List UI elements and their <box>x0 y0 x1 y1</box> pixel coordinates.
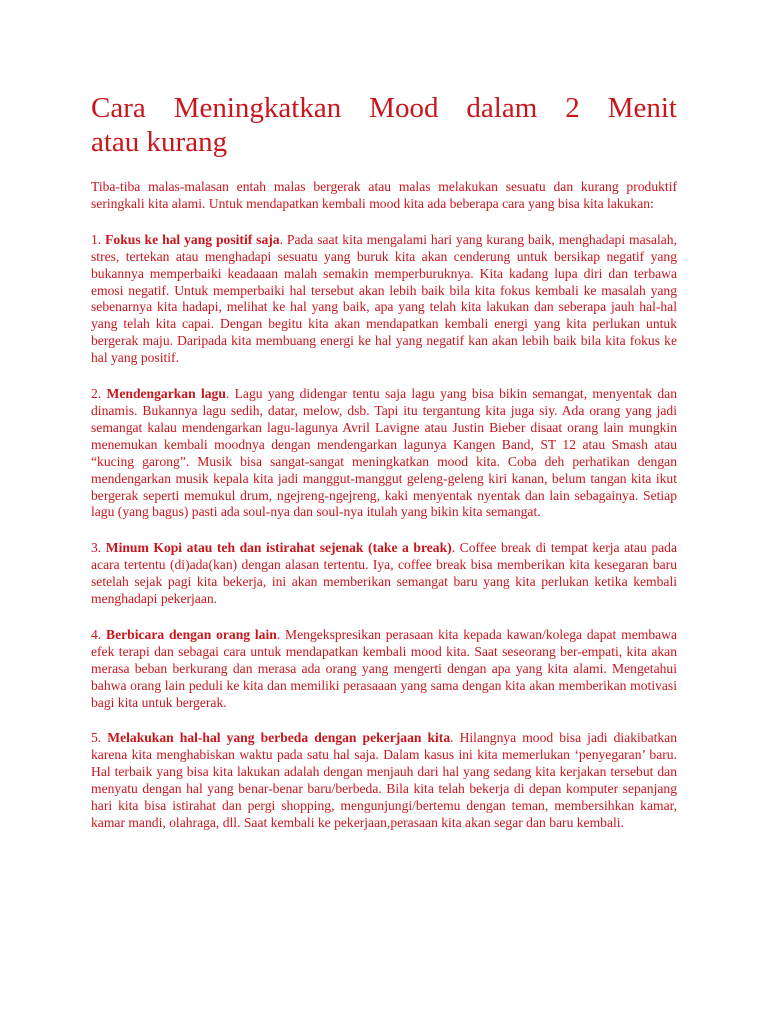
tip-number: 5. <box>91 730 102 746</box>
tip-paragraph-4 <box>91 627 677 712</box>
tip-number: 2. <box>91 386 102 402</box>
tip-body: . Mengekspresikan perasaan kita kepada kawan/kolega dapat membawa efek terapi dan sebagai cara untuk mendapatkan kembali mood kita. Saat seseorang ber-empati, kita akan merasa beban berkurang dan merasa ada orang yang mengerti dengan apa yang kita alami. Mengetahui bahwa orang lain peduli ke kita dan memiliki perasaaan yang sama dengan kita akan memberikan motivasi bagi kita untuk bergerak. <box>91 626 677 710</box>
tip-heading: Minum Kopi atau teh dan istirahat sejenak (take a break) <box>105 540 452 556</box>
tip-body: . Coffee break di tempat kerja atau pada acara tertentu (di)ada(kan) dengan alasan tertentu. Iya, coffee break bisa memberikan kita kesegaran baru setelah sejak pagi kita bekerja, ini akan memberikan semangat baru yang kita perlukan ketika kembali menghadapi pekerjaan. <box>91 540 677 607</box>
document-content <box>91 91 677 851</box>
tip-body: . Lagu yang didengar tentu saja lagu yang bisa bikin semangat, menyentak dan dinamis. Bukannya lagu sedih, datar, melow, dsb. Tapi itu tergantung kita juga siy. Ada orang yang jadi semangat kalau mendengarkan lagu-lagunya Avril Lavigne atau Justin Bieber disaat orang lain mungkin menemukan kembali moodnya dengan mendengarkan lagunya Kangen Band, ST 12 atau Smash atau “kucing garong”. Musik bisa sangat-sangat meningkatkan mood kita. Coba deh perhatikan dengan mendengarkan musik kepala kita jadi manggut-manggut geleng-geleng kiri kanan, belum tangan kita ikut bergerak seperti memukul drum, ngejreng-ngejreng, kaki menyentak nyentak dan lain sebagainya. Setiap lagu (yang bagus) pasti ada soul-nya dan soul-nya itulah yang bikin kita semangat. <box>91 386 678 520</box>
tip-number: 3. <box>91 540 102 556</box>
intro-paragraph: Tiba-tiba malas-malasan entah malas bergerak atau malas melakukan sesuatu dan kurang produktif seringkali kita alami. Untuk mendapatkan kembali mood kita ada beberapa cara yang bisa kita lakukan: <box>91 179 677 211</box>
tip-heading: Mendengarkan lagu <box>106 386 226 402</box>
tip-heading: Fokus ke hal yang positif saja <box>105 231 280 247</box>
tip-paragraph-2 <box>91 386 677 521</box>
tip-heading: Melakukan hal-hal yang berbeda dengan pekerjaan kita <box>107 730 451 746</box>
tip-number: 4. <box>91 626 102 642</box>
page-title-line-1: Cara Meningkatkan Mood dalam 2 Menit <box>91 92 677 124</box>
tip-paragraph-3 <box>91 540 677 608</box>
page-title-line-2: atau kurang <box>91 126 228 158</box>
tip-body: . Hilangnya mood bisa jadi diakibatkan karena kita menghabiskan waktu pada satu hal saja. Dalam kasus ini kita memerlukan ‘penyegaran’ baru. Hal terbaik yang bisa kita lakukan adalah dengan menjauh dari hal yang sedang kita kerjakan tersebut dan menyatu dengan hal yang benar-benar baru/berbeda. Bila kita telah bekerja di depan komputer sepanjang hari kita bisa istirahat dan pergi shopping, mengunjungi/bertemu dengan teman, membersihkan kamar, kamar mandi, olahraga, dll. Saat kembali ke pekerjaan,perasaan kita akan segar dan baru kembali. <box>91 730 678 830</box>
tip-heading: Berbicara dengan orang lain <box>106 626 277 642</box>
tip-number: 1. <box>91 231 102 247</box>
page-title <box>91 91 677 159</box>
tip-body: . Pada saat kita mengalami hari yang kurang baik, menghadapi masalah, stres, tertekan atau menghadapi sesuatu yang buruk kita akan cenderung untuk bersikap negatif yang bukannya memperbaiki keadaaan malah semakin memperburuknya. Kita kadang lupa diri dan terbawa emosi negatif. Untuk memperbaiki hal tersebut akan lebih baik bila kita fokus kembali ke masalah yang sebenarnya kita hadapi, melihat ke hal yang baik, apa yang telah kita lakukan dan seberapa jauh hal-hal yang telah kita capai. Dengan begitu kita akan mendapatkan kembali energi yang kita perlukan untuk bergerak maju. Daripada kita membuang energi ke hal yang negatif kan akan lebih baik bila kita fokus ke hal yang positif. <box>91 231 677 366</box>
tip-paragraph-5 <box>91 730 677 831</box>
tip-paragraph-1 <box>91 232 677 367</box>
